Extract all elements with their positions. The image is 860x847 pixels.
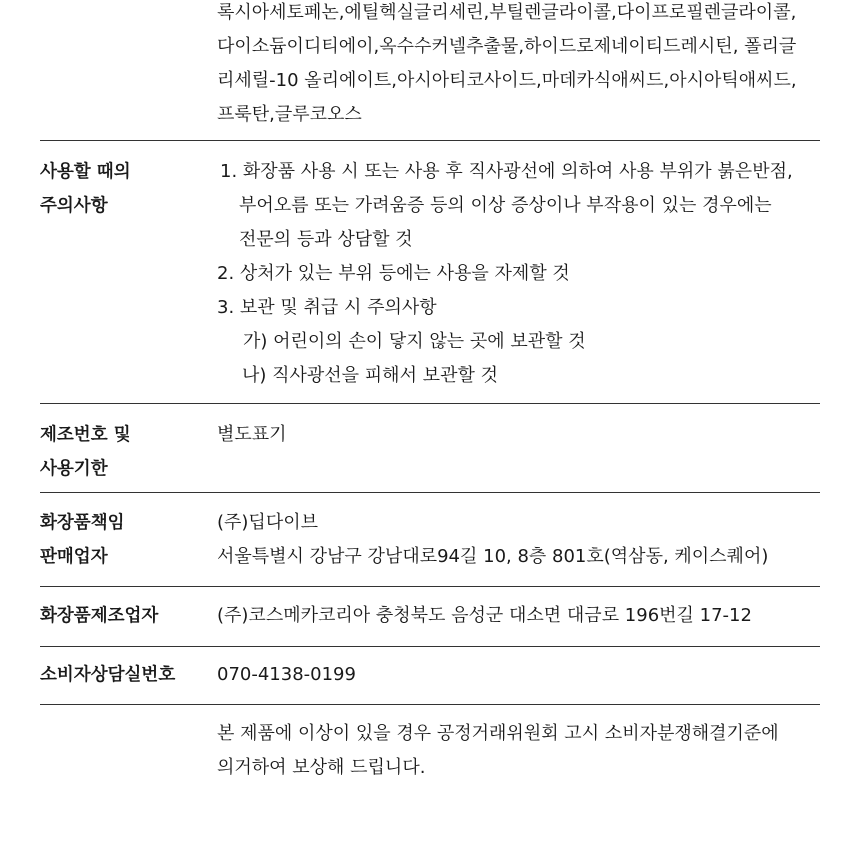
- precaution-item: 1. 화장품 사용 시 또는 사용 후 직사광선에 의하여 사용 부위가 붉은반점,: [220, 161, 793, 182]
- ingredients-line: 록시아세토페논,에틸헥실글리세린,부틸렌글라이콜,다이프로필렌글라이콜,: [217, 2, 797, 23]
- notice-line: 본 제품에 이상이 있을 경우 공정거래위원회 고시 소비자분쟁해결기준에: [217, 723, 779, 744]
- batch-expiry-row: [40, 404, 820, 493]
- ingredients-line: 프룩탄,글루코오스: [217, 104, 362, 125]
- consumer-phone-label: 소비자상담실번호: [40, 665, 176, 685]
- precaution-item: 전문의 등과 상담할 것: [239, 229, 413, 250]
- seller-name: (주)딥다이브: [217, 512, 318, 533]
- manufacturer-row: [40, 587, 820, 647]
- ingredients-line: 다이소듐이디티에이,옥수수커넬추출물,하이드로제네이티드레시틴, 폴리글: [217, 36, 797, 57]
- seller-address: 서울특별시 강남구 강남대로94길 10, 8층 801호(역삼동, 케이스퀘어): [217, 546, 769, 567]
- ingredients-content: [217, 0, 820, 140]
- ingredients-line: 리세릴-10 올리에이트,아시아티코사이드,마데카식애씨드,아시아틱애씨드,: [217, 70, 797, 91]
- seller-content: [217, 506, 820, 586]
- ingredients-row: [40, 0, 820, 141]
- precaution-subitem: 가) 어린이의 손이 닿지 않는 곳에 보관할 것: [243, 331, 586, 352]
- precaution-item: 3. 보관 및 취급 시 주의사항: [217, 297, 437, 318]
- batch-expiry-value: 별도표기: [217, 424, 287, 445]
- precaution-subitem: 나) 직사광선을 피해서 보관할 것: [242, 365, 498, 386]
- seller-row: [40, 493, 820, 587]
- precaution-item: 2. 상처가 있는 부위 등에는 사용을 자제할 것: [217, 263, 570, 284]
- batch-expiry-label: 제조번호 및 사용기한: [40, 425, 131, 479]
- notice-line: 의거하여 보상해 드립니다.: [217, 757, 426, 778]
- ingredients-label: [40, 0, 217, 140]
- notice-row: [40, 705, 820, 785]
- notice-label: [40, 717, 217, 785]
- precautions-content: [217, 155, 820, 403]
- consumer-phone-row: [40, 647, 820, 705]
- product-info-table: [40, 0, 820, 785]
- precaution-item: 부어오름 또는 가려움증 등의 이상 증상이나 부작용이 있는 경우에는: [239, 195, 772, 216]
- manufacturer-label: 화장품제조업자: [40, 606, 159, 626]
- manufacturer-value: (주)코스메카코리아 충청북도 음성군 대소면 대금로 196번길 17-12: [217, 605, 752, 626]
- precautions-row: [40, 141, 820, 404]
- consumer-phone-value: 070-4138-0199: [217, 664, 356, 685]
- notice-content: [217, 717, 820, 785]
- precautions-label: 사용할 때의 주의사항: [40, 162, 131, 216]
- seller-label: 화장품책임 판매업자: [40, 513, 125, 567]
